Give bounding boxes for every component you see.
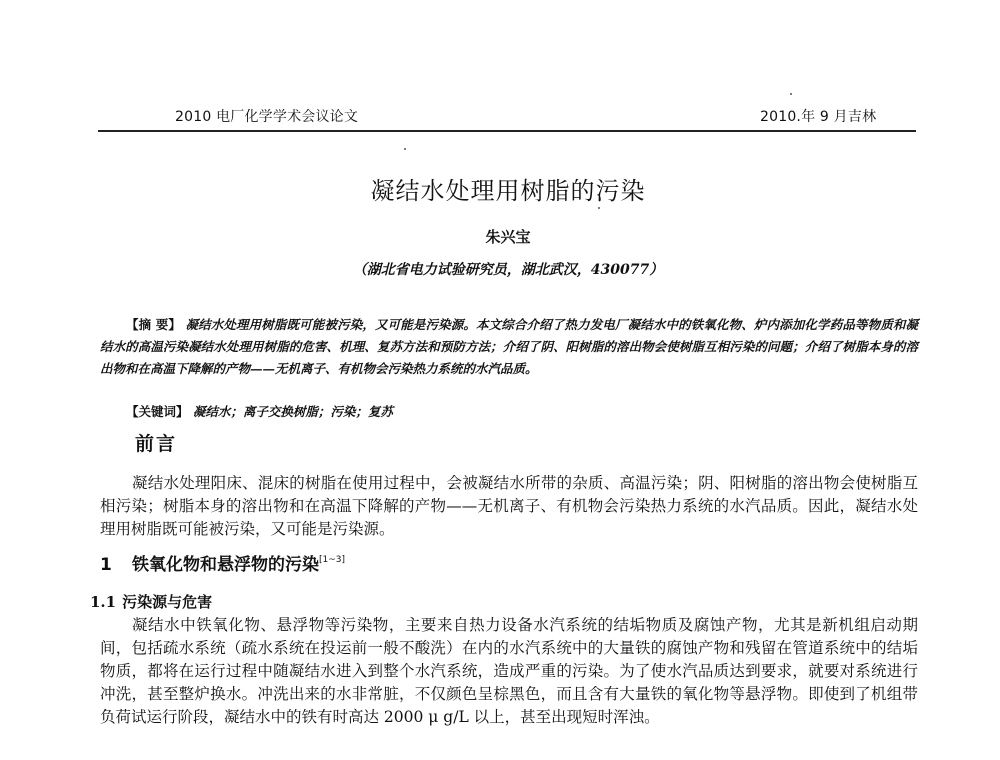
scan-speck — [598, 207, 600, 209]
section-1-1-title: 污染源与危害 — [122, 593, 213, 611]
running-header-right: 2010.年 9 月吉林 — [760, 109, 877, 125]
abstract-label: 【摘 要】 — [126, 317, 182, 332]
preface-heading: 前言 — [135, 433, 178, 455]
section-1-number: 1 — [100, 555, 112, 575]
section-1-1-paragraph: 凝结水中铁氧化物、悬浮物等污染物，主要来自热力设备水汽系统的结垢物质及腐蚀产物，尤其是新机组启动期间，包括疏水系统（疏水系统在投运前一般不酸洗）在内的水汽系统中的大量铁的腐蚀产物和残留在管道系统中的结垢物质，都将在运行过程中随凝结水进入到整个水汽系统，造成严重的污染。为了使水汽品质达到要求，就要对系统进行冲洗，甚至整炉换水。冲洗出来的水非常脏，不仅颜色呈棕黑色，而且含有大量铁的氧化物等悬浮物。即使到了机组带负荷试运行阶段，凝结水中的铁有时高达 2000 μ g/L 以上，甚至出现短时浑浊。 — [100, 616, 918, 726]
abstract-text: 凝结水处理用树脂既可能被污染，又可能是污染源。本文综合介绍了热力发电厂凝结水中的铁氧化物、炉内添加化学药品等物质和凝结水的高温污染凝结水处理用树脂的危害、机理、复苏方法和预防方法；介绍了阴、阳树脂的溶出物会使树脂互相污染的问题；介绍了树脂本身的溶出物和在高温下降解的产物——无机离子、有机物会污染热力系统的水汽品质。 — [100, 317, 918, 376]
section-1-citation: [1~3] — [319, 555, 346, 565]
section-1-1-heading — [90, 592, 212, 612]
section-1-heading — [100, 554, 345, 576]
section-1-1-number: 1.1 — [90, 593, 117, 611]
paper-title: 凝结水处理用树脂的污染 — [370, 177, 646, 205]
scan-speck — [790, 93, 792, 95]
keywords-label: 【关键词】 — [126, 404, 189, 419]
author-name: 朱兴宝 — [485, 228, 531, 246]
author-affiliation: （湖北省电力试验研究员，湖北武汉，430077） — [352, 262, 664, 278]
keywords — [126, 403, 918, 421]
scan-speck — [404, 148, 406, 150]
preface-paragraph: 凝结水处理阳床、混床的树脂在使用过程中，会被凝结水所带的杂质、高温污染；阴、阳树脂的溶出物会使树脂互相污染；树脂本身的溶出物和在高温下降解的产物——无机离子、有机物会污染热力系统的水汽品质。因此，凝结水处理用树脂既可能被污染，又可能是污染源。 — [100, 474, 918, 538]
keywords-text: 凝结水；离子交换树脂；污染；复苏 — [192, 404, 393, 419]
header-rule — [98, 130, 916, 132]
abstract — [100, 314, 918, 380]
section-1-title: 铁氧化物和悬浮物的污染 — [132, 555, 319, 575]
running-header-left: 2010 电厂化学学术会议论文 — [175, 109, 359, 125]
